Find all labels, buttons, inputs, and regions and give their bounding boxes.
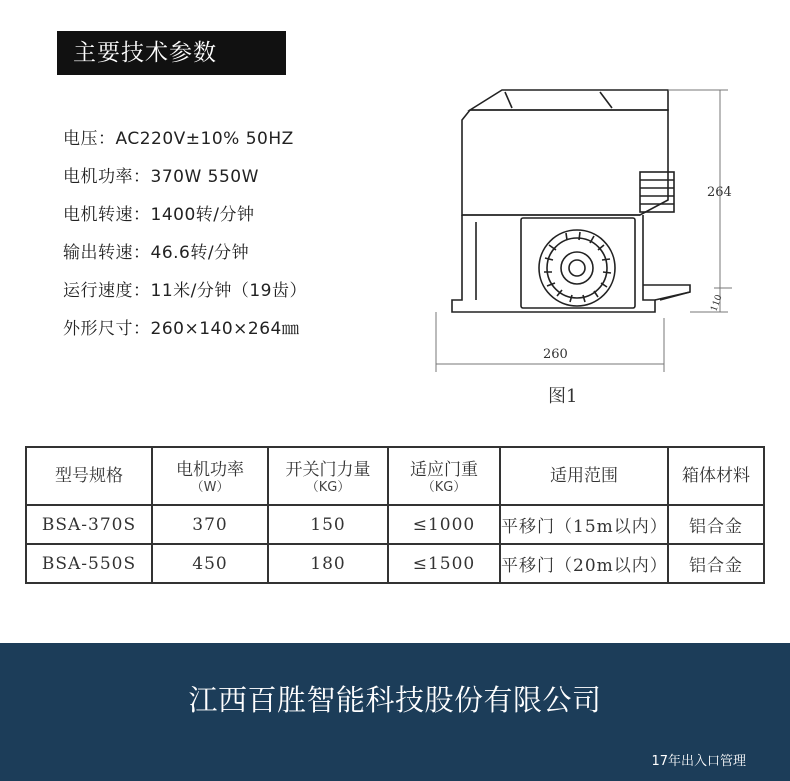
model-spec-table [25,446,765,584]
dimension-width-label: 260 [543,347,568,362]
cell-motor-power: 370 [152,505,268,544]
cell-model: BSA-550S [26,544,152,583]
table-row [26,505,764,544]
spec-dimensions: 外形尺寸：260×140×264㎜ [63,319,300,339]
header-door-weight: 适应门重 （KG） [388,447,500,505]
section-title: 主要技术参数 [57,31,286,75]
cell-material: 铝合金 [668,544,764,583]
header-model: 型号规格 [26,447,152,505]
header-material: 箱体材料 [668,447,764,505]
company-footer [0,643,790,781]
table-row [26,544,764,583]
spec-output-speed: 输出转速：46.6转/分钟 [63,243,250,263]
cell-material: 铝合金 [668,505,764,544]
dimension-height-label: 264 [707,185,732,200]
cell-application: 平移门（20m以内） [500,544,668,583]
motor-drawing [425,75,765,375]
header-door-force: 开关门力量 （KG） [268,447,388,505]
table-header-row [26,447,764,505]
cell-model: BSA-370S [26,505,152,544]
cell-door-force: 150 [268,505,388,544]
spec-list [63,121,307,349]
cell-door-force: 180 [268,544,388,583]
cell-motor-power: 450 [152,544,268,583]
spec-motor-speed: 电机转速：1400转/分钟 [63,205,255,225]
dimension-base-label: 110 [709,293,725,314]
header-application: 适用范围 [500,447,668,505]
footer-note: 17年出入口管理 [651,754,746,769]
spec-running-speed: 运行速度：11米/分钟（19齿） [63,281,307,301]
company-name: 江西百胜智能科技股份有限公司 [188,683,602,717]
figure-caption: 图1 [548,386,578,407]
cell-door-weight: ≤1000 [388,505,500,544]
header-motor-power: 电机功率 （W） [152,447,268,505]
cell-application: 平移门（15m以内） [500,505,668,544]
cell-door-weight: ≤1500 [388,544,500,583]
spec-motor-power: 电机功率：370W 550W [63,167,259,187]
spec-voltage: 电压：AC220V±10% 50HZ [63,129,294,149]
